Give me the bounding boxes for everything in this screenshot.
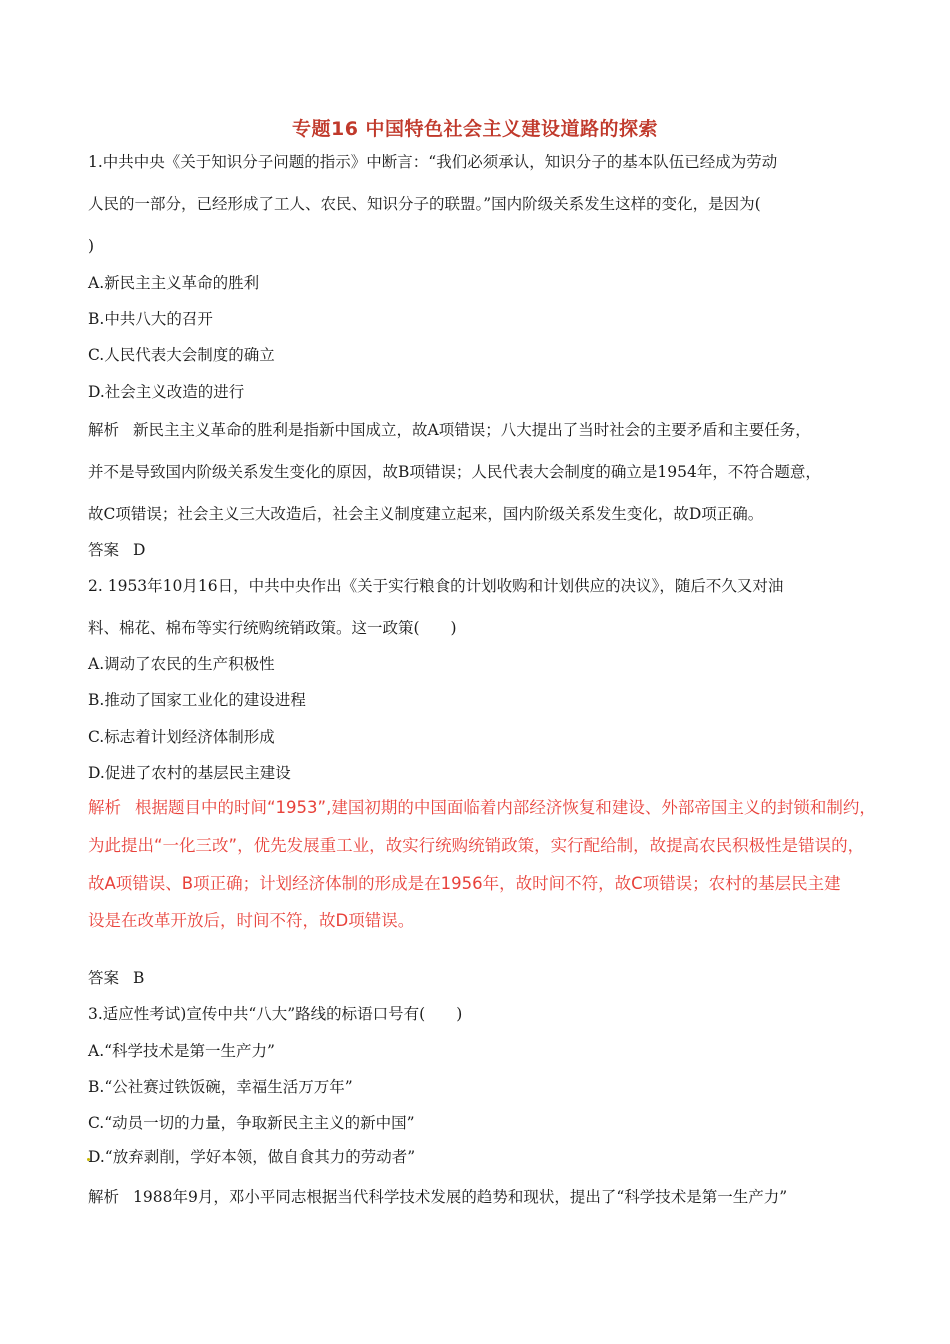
q1-option-b: B.中共八大的召开 <box>88 310 213 328</box>
q3-analysis-line-1 <box>88 1187 787 1207</box>
q2-option-a: A.调动了农民的生产积极性 <box>88 655 275 673</box>
q2-analysis-text-1: 根据题目中的时间“1953”,建国初期的中国面临着内部经济恢复和建设、外部帝国主义的封锁和制约， <box>135 798 876 817</box>
q1-analysis-line-3: 故C项错误；社会主义三大改造后，社会主义制度建立起来，国内阶级关系发生变化，故D项正确。 <box>88 505 764 523</box>
q2-option-b: B.推动了国家工业化的建设进程 <box>88 691 306 709</box>
q1-analysis-line-1 <box>88 420 811 440</box>
q1-stem-line-3: ) <box>88 237 95 255</box>
q1-answer-label: 答案 <box>88 541 120 559</box>
q1-stem-line-1: 1.中共中央《关于知识分子问题的指示》中断言：“我们必须承认，知识分子的基本队伍已经成为劳动 <box>88 153 778 171</box>
q2-analysis-line-1 <box>88 798 876 818</box>
q2-stem-line-2: 料、棉花、棉布等实行统购统销政策。这一政策( ) <box>88 619 457 637</box>
q1-answer-value: D <box>133 541 146 559</box>
q2-option-d: D.促进了农村的基层民主建设 <box>88 764 291 782</box>
q1-option-c: C.人民代表大会制度的确立 <box>88 346 275 364</box>
q2-option-c: C.标志着计划经济体制形成 <box>88 728 275 746</box>
q3-stem-line-1: 3.适应性考试)宣传中共“八大”路线的标语口号有( ) <box>88 1005 463 1023</box>
q1-answer <box>88 540 145 560</box>
q1-analysis-text-1: 新民主主义革命的胜利是指新中国成立，故A项错误；八大提出了当时社会的主要矛盾和主要任务， <box>133 421 811 439</box>
q2-answer <box>88 968 144 988</box>
q3-analysis-text-1: 1988年9月，邓小平同志根据当代科学技术发展的趋势和现状，提出了“科学技术是第一生产力” <box>133 1188 788 1206</box>
q3-option-a: A.“科学技术是第一生产力” <box>88 1042 275 1060</box>
q1-stem-line-2: 人民的一部分，已经形成了工人、农民、知识分子的联盟。”国内阶级关系发生这样的变化，是因为( <box>88 195 761 213</box>
q2-analysis-label: 解析 <box>88 798 121 817</box>
q2-analysis-line-4: 设是在改革开放后，时间不符，故D项错误。 <box>88 911 415 930</box>
q3-option-b: B.“公社赛过铁饭碗，幸福生活万万年” <box>88 1078 353 1096</box>
q1-option-a: A.新民主主义革命的胜利 <box>88 274 260 292</box>
q3-option-c: C.“动员一切的力量，争取新民主主义的新中国” <box>88 1114 415 1132</box>
q3-analysis-label: 解析 <box>88 1188 120 1206</box>
q2-answer-value: B <box>133 969 145 987</box>
q1-analysis-line-2: 并不是导致国内阶级关系发生变化的原因，故B项错误；人民代表大会制度的确立是1954年，不符合题意， <box>88 463 821 481</box>
q3-option-d: D.“放弃剥削，学好本领，做自食其力的劳动者” <box>88 1148 416 1166</box>
q1-analysis-label: 解析 <box>88 421 120 439</box>
q2-answer-label: 答案 <box>88 969 120 987</box>
q2-analysis-line-3: 故A项错误、B项正确；计划经济体制的形成是在1956年，故时间不符，故C项错误；农村的基层民主建 <box>88 874 841 893</box>
q2-analysis-line-2: 为此提出“一化三改”，优先发展重工业，故实行统购统销政策，实行配给制，故提高农民积极性是错误的， <box>88 836 865 855</box>
q1-option-d: D.社会主义改造的进行 <box>88 383 245 401</box>
q2-stem-line-1: 2. 1953年10月16日，中共中央作出《关于实行粮食的计划收购和计划供应的决议》，随后不久又对油 <box>88 577 784 595</box>
page-title: 专题16 中国特色社会主义建设道路的探索 <box>291 118 659 140</box>
